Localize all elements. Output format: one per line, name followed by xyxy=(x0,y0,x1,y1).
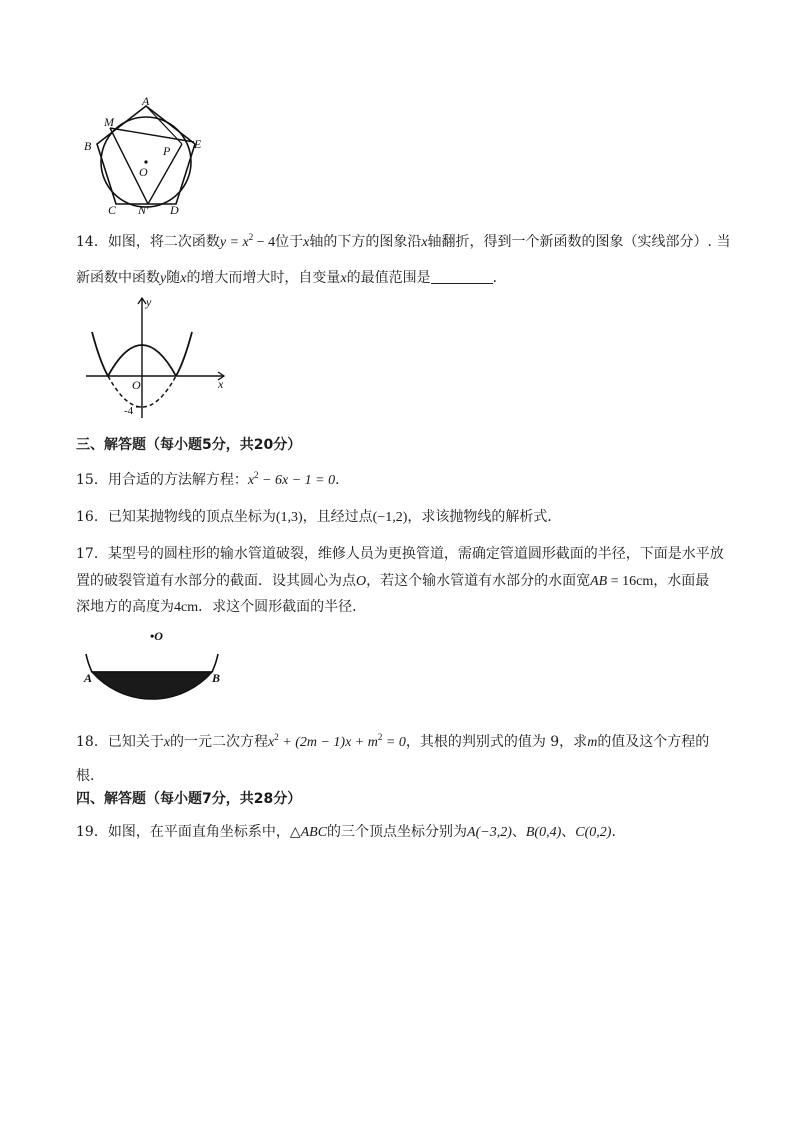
label-b: B xyxy=(212,671,221,685)
section-3-heading: 三、解答题（每小题5分，共20分） xyxy=(76,437,302,453)
label-e: E xyxy=(194,137,202,151)
label-m: M xyxy=(104,115,114,129)
segment-a-p xyxy=(146,106,182,144)
parabola-right-branch xyxy=(176,332,192,376)
pipe-figure xyxy=(82,624,232,720)
q18-line-2: 根． xyxy=(76,768,104,784)
q14-line-2: 新函数中函数y随x的增大而增大时，自变量x的最值范围是 ． xyxy=(76,270,507,286)
q15-line: 15．用合适的方法解方程：$x^2 - 6x - 1 = 0$． xyxy=(76,470,350,488)
answer-blank xyxy=(431,269,493,284)
label-b: B xyxy=(84,139,92,153)
label-origin: O xyxy=(132,378,141,392)
q18-line-1: 18．已知关于x的一元二次方程$x^2 + (2m - 1)x + m^2 = 0$，其根的判别式的值为 9，求m的值及这个方程的 xyxy=(76,732,710,750)
label-c: C xyxy=(108,203,117,217)
label-x: x xyxy=(218,377,224,391)
pipe-arc-left xyxy=(86,654,92,672)
label-y: y xyxy=(146,295,152,309)
label-a: A xyxy=(142,94,150,108)
parabola-figure xyxy=(82,292,234,422)
label-p: P xyxy=(163,144,171,158)
parabola-left-branch xyxy=(92,332,108,376)
pentagon-figure xyxy=(80,92,210,220)
label-minus-four: -4 xyxy=(124,405,134,417)
q16-line: 16．已知某抛物线的顶点坐标为(1,3)，且经过点(−1,2)，求该抛物线的解析式． xyxy=(76,509,562,525)
label-d: D xyxy=(170,203,179,217)
pipe-arc-right xyxy=(212,654,218,672)
q17-line-1: 17．某型号的圆柱形的输水管道破裂，维修人员为更换管道，需确定管道圆形截面的半径，下面是水平放 xyxy=(76,546,724,562)
label-o: O xyxy=(139,165,148,179)
label-n: N' xyxy=(138,203,149,217)
water-region xyxy=(92,672,212,699)
center-dot xyxy=(144,160,147,163)
q14-line-1: 14．如图，将二次函数$y = x^2 - 4$位于x轴的下方的图象沿x轴翻折，得到一个新函数的图象（实线部分）. 当 xyxy=(76,232,731,250)
label-center-o: •O xyxy=(150,629,163,643)
section-4-heading: 四、解答题（每小题7分，共28分） xyxy=(76,791,302,807)
q17-line-3: 深地方的高度为4cm．求这个圆形截面的半径． xyxy=(76,599,367,615)
q19-line: 19．如图，在平面直角坐标系中，△ABC的三个顶点坐标分别为A(−3,2)、B(0,4)、C(0,2)． xyxy=(76,824,626,840)
q17-line-2: 置的破裂管道有水部分的截面．设其圆心为点O，若这个输水管道有水部分的水面宽AB = 16cm，水面最 xyxy=(76,573,710,589)
label-a: A xyxy=(84,671,93,685)
